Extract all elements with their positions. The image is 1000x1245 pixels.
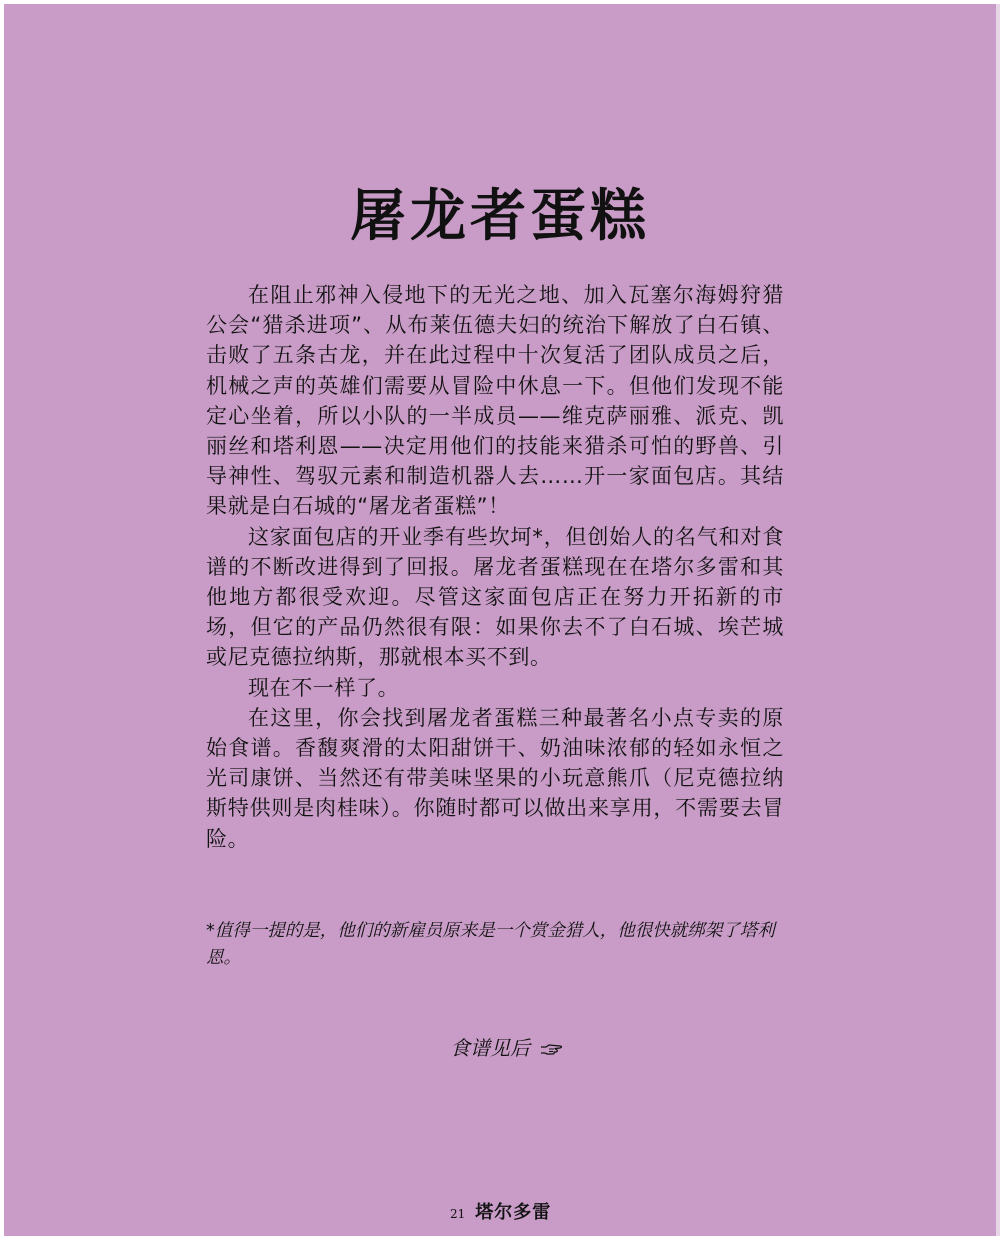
page-footer (450, 1198, 551, 1224)
paragraph: 在阻止邪神入侵地下的无光之地、加入瓦塞尔海姆狩猎公会“猎杀进项”、从布莱伍德夫妇的统治下解放了白石镇、击败了五条古龙，并在此过程中十次复活了团队成员之后，机械之声的英雄们需要从冒险中休息一下。但他们发现不能定心坐着，所以小队的一半成员——维克萨丽雅、派克、凯丽丝和塔利恩——决定用他们的技能来猎杀可怕的野兽、引导神性、驾驭元素和制造机器人去……开一家面包店。其结果就是白石城的“屠龙者蛋糕”！ (206, 283, 784, 519)
pointing-hand-icon (540, 1039, 568, 1055)
paragraph: 这家面包店的开业季有些坎坷*，但创始人的名气和对食谱的不断改进得到了回报。屠龙者蛋糕现在在塔尔多雷和其他地方都很受欢迎。尽管这家面包店正在努力开拓新的市场，但它的产品仍然很有限：如果你去不了白石城、埃芒城或尼克德拉纳斯，那就根本买不到。 (206, 524, 784, 670)
paragraph: 在这里，你会找到屠龙者蛋糕三种最著名小点专卖的原始食谱。香馥爽滑的太阳甜饼干、奶油味浓郁的轻如永恒之光司康饼、当然还有带美味坚果的小玩意熊爪（尼克德拉纳斯特供则是肉桂味）。你随时都可以做出来享用，不需要去冒险。 (206, 705, 784, 851)
page-title: 屠龙者蛋糕 (350, 184, 650, 249)
running-title: 塔尔多雷 (475, 1202, 552, 1223)
book-page (4, 4, 996, 1236)
page-edge (996, 4, 1000, 1236)
recipe-pointer (450, 1032, 568, 1061)
body-text (206, 280, 784, 854)
footnote: *值得一提的是，他们的新雇员原来是一个赏金猎人，他很快就绑架了塔利恩。 (206, 921, 775, 968)
recipe-pointer-label: 食谱见后 (450, 1036, 530, 1060)
page-number: 21 (450, 1207, 466, 1221)
paragraph: 现在不一样了。 (248, 675, 400, 700)
